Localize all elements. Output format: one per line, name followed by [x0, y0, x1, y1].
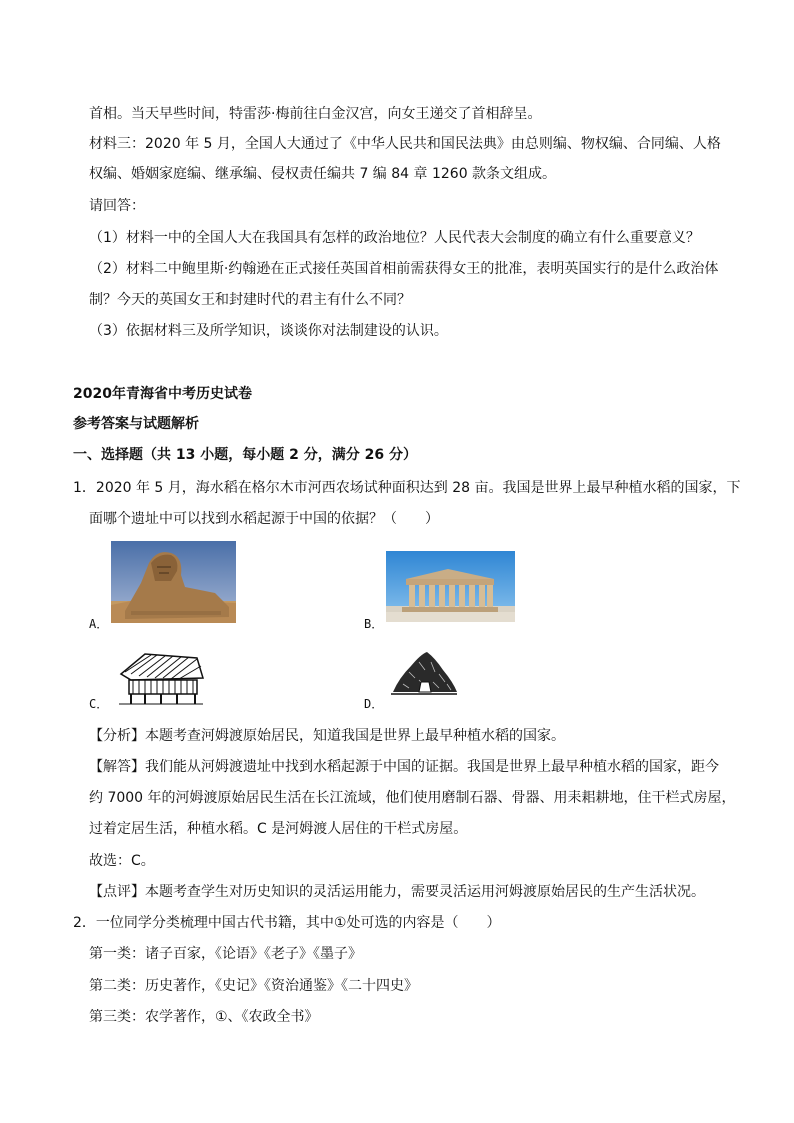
option-c-stilt-house-image: [111, 650, 206, 705]
answer-subtitle: 参考答案与试题解析: [73, 416, 199, 432]
exam-title: 2020年青海省中考历史试卷: [73, 386, 252, 402]
question-1-stem-line1: 1．2020 年 5 月，海水稻在格尔木市河西农场试种面积达到 28 亩。我国是世界上最早种植水稻的国家，下: [73, 480, 741, 496]
text-line: 首相。当天早些时间，特雷莎·梅前往白金汉宫，向女王递交了首相辞呈。: [89, 106, 542, 122]
option-d-label: D．: [364, 697, 384, 711]
analysis-text: 【分析】本题考查河姆渡原始居民，知道我国是世界上最早种植水稻的国家。: [89, 728, 565, 744]
stilt-house-icon: [111, 650, 206, 705]
solution-line1: 【解答】我们能从河姆渡遗址中找到水稻起源于中国的证据。我国是世界上最早种植水稻的国家，距今: [89, 759, 719, 775]
parthenon-icon: [386, 551, 515, 622]
option-a-sphinx-image: [111, 541, 236, 623]
option-b-parthenon-image: [386, 551, 515, 622]
material-three-line1: 材料三：2020 年 5 月，全国人大通过了《中华人民共和国民法典》由总则编、物权编、合同编、人格: [89, 136, 721, 152]
category-3: 第三类：农学著作，①、《农政全书》: [89, 1009, 319, 1025]
option-d-hut-image: [389, 648, 459, 700]
question-2-stem: 2．一位同学分类梳理中国古代书籍，其中①处可选的内容是（ ）: [73, 915, 501, 931]
hut-icon: [389, 648, 459, 700]
option-b-label: B．: [364, 617, 384, 631]
solution-line2: 约 7000 年的河姆渡原始居民生活在长江流域，他们使用磨制石器、骨器、用耒耜耕地，住干栏式房屋，: [89, 790, 736, 806]
sphinx-icon: [111, 541, 236, 623]
comment-text: 【点评】本题考查学生对历史知识的灵活运用能力，需要灵活运用河姆渡原始居民的生产生活状况。: [89, 884, 705, 900]
please-answer: 请回答：: [89, 198, 145, 214]
option-a-label: A．: [89, 617, 109, 631]
subquestion-2-line2: 制？今天的英国女王和封建时代的君主有什么不同？: [89, 292, 411, 308]
subquestion-2-line1: （2）材料二中鲍里斯·约翰逊在正式接任英国首相前需获得女王的批准，表明英国实行的是什么政治体: [89, 261, 719, 277]
subquestion-1: （1）材料一中的全国人大在我国具有怎样的政治地位？人民代表大会制度的确立有什么重要意义？: [89, 230, 700, 246]
solution-line3: 过着定居生活，种植水稻。C 是河姆渡人居住的干栏式房屋。: [89, 821, 468, 837]
subquestion-3: （3）依据材料三及所学知识，谈谈你对法制建设的认识。: [89, 323, 448, 339]
material-three-line2: 权编、婚姻家庭编、继承编、侵权责任编共 7 编 84 章 1260 款条文组成。: [89, 166, 557, 182]
question-1-stem-line2: 面哪个遗址中可以找到水稻起源于中国的依据？（ ）: [89, 511, 439, 527]
category-1: 第一类：诸子百家，《论语》《老子》《墨子》: [89, 946, 362, 962]
part-one-heading: 一、选择题（共 13 小题，每小题 2 分，满分 26 分）: [73, 447, 417, 463]
category-2: 第二类：历史著作，《史记》《资治通鉴》《二十四史》: [89, 978, 418, 994]
choice-text: 故选：C。: [89, 853, 155, 869]
option-c-label: C．: [89, 697, 109, 711]
